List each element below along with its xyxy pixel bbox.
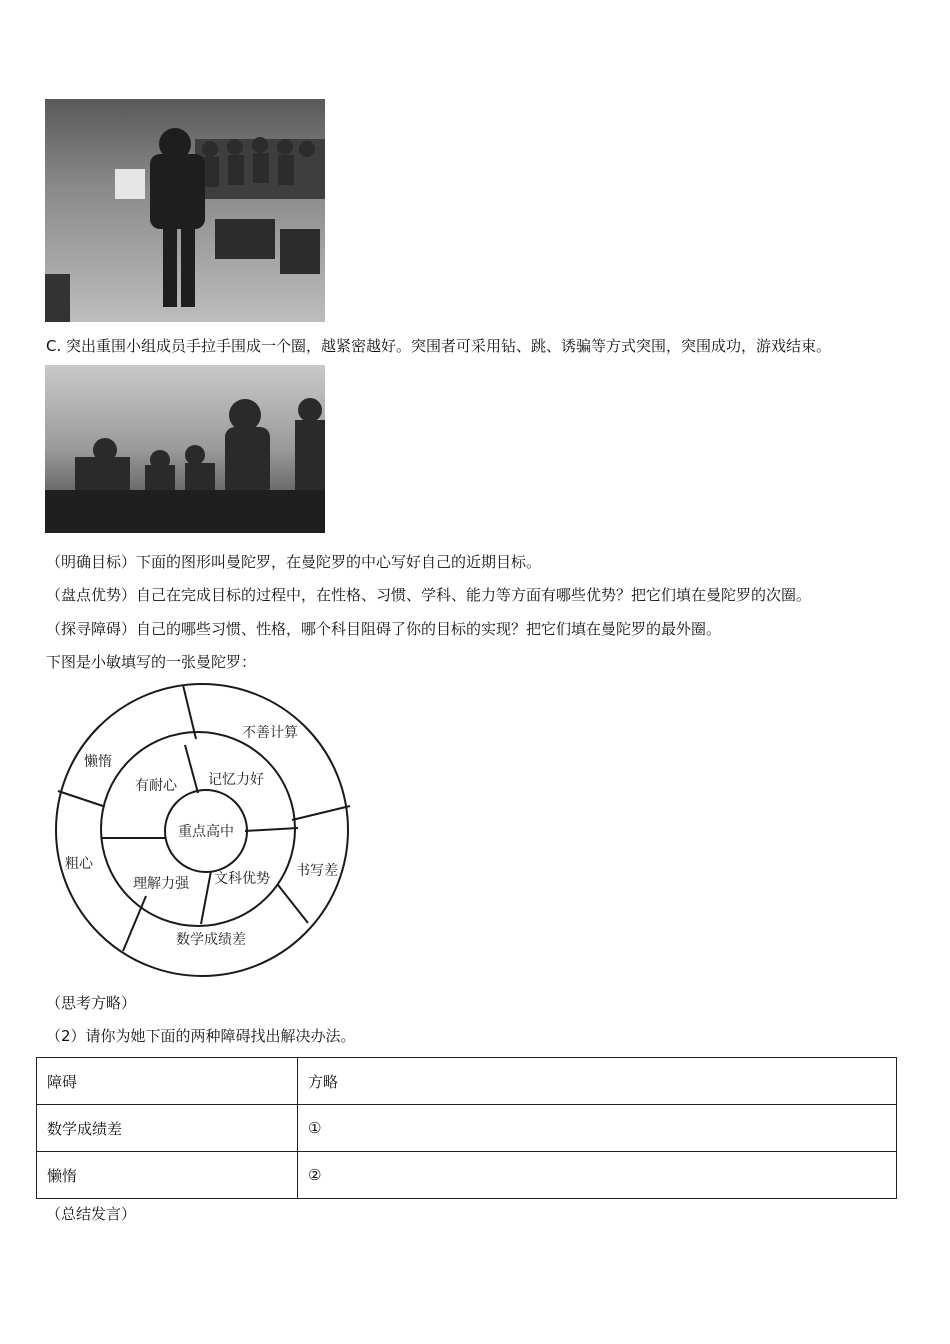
photo-walking-game (45, 99, 325, 322)
mandala-diagram (46, 683, 358, 978)
mandala-center-goal: 重点高中 (178, 824, 234, 840)
step-set-goal: （明确目标）下面的图形叫曼陀罗，在曼陀罗的中心写好自己的近期目标。 (46, 553, 542, 571)
mandala-intro: 下图是小敏填写的一张曼陀罗： (46, 653, 257, 671)
row-obstacle: 懒惰 (37, 1152, 298, 1199)
row-strategy-answer[interactable]: ② (298, 1152, 897, 1199)
mandala-strength-patience: 有耐心 (135, 778, 177, 794)
step-count-strengths: （盘点优势）自己在完成目标的过程中，在性格、习惯、学科、能力等方面有哪些优势？把它们填在曼陀罗的次圈。 (46, 586, 812, 604)
table-row (37, 1152, 897, 1199)
mandala-obstacle-math: 数学成绩差 (176, 932, 246, 948)
mandala-obstacle-laziness: 懒惰 (84, 754, 112, 770)
header-obstacle: 障碍 (37, 1058, 298, 1105)
summary-heading: （总结发言） (46, 1205, 137, 1223)
mandala-strength-liberal-arts: 文科优势 (214, 871, 270, 887)
mandala-obstacle-calculation: 不善计算 (242, 725, 298, 741)
mandala-strength-memory: 记忆力好 (208, 772, 264, 788)
table-header-row (37, 1058, 897, 1105)
photo-group-circle (45, 365, 325, 533)
step-find-obstacles: （探寻障碍）自己的哪些习惯、性格，哪个科目阻碍了你的目标的实现？把它们填在曼陀罗的最外圈。 (46, 620, 722, 638)
row-obstacle: 数学成绩差 (37, 1105, 298, 1152)
header-strategy: 方略 (298, 1058, 897, 1105)
think-heading: （思考方略） (46, 994, 137, 1012)
option-c-description: C. 突出重围小组成员手拉手围成一个圈，越紧密越好。突围者可采用钻、跳、诱骗等方式突围，突围成功，游戏结束。 (46, 337, 832, 355)
mandala-obstacle-careless: 粗心 (65, 856, 93, 872)
mandala-obstacle-handwriting: 书写差 (296, 863, 338, 879)
obstacle-strategy-table (36, 1057, 897, 1199)
row-strategy-answer[interactable]: ① (298, 1105, 897, 1152)
mandala-strength-understanding: 理解力强 (133, 876, 189, 892)
question-2: （2）请你为她下面的两种障碍找出解决办法。 (46, 1027, 356, 1045)
table-row (37, 1105, 897, 1152)
